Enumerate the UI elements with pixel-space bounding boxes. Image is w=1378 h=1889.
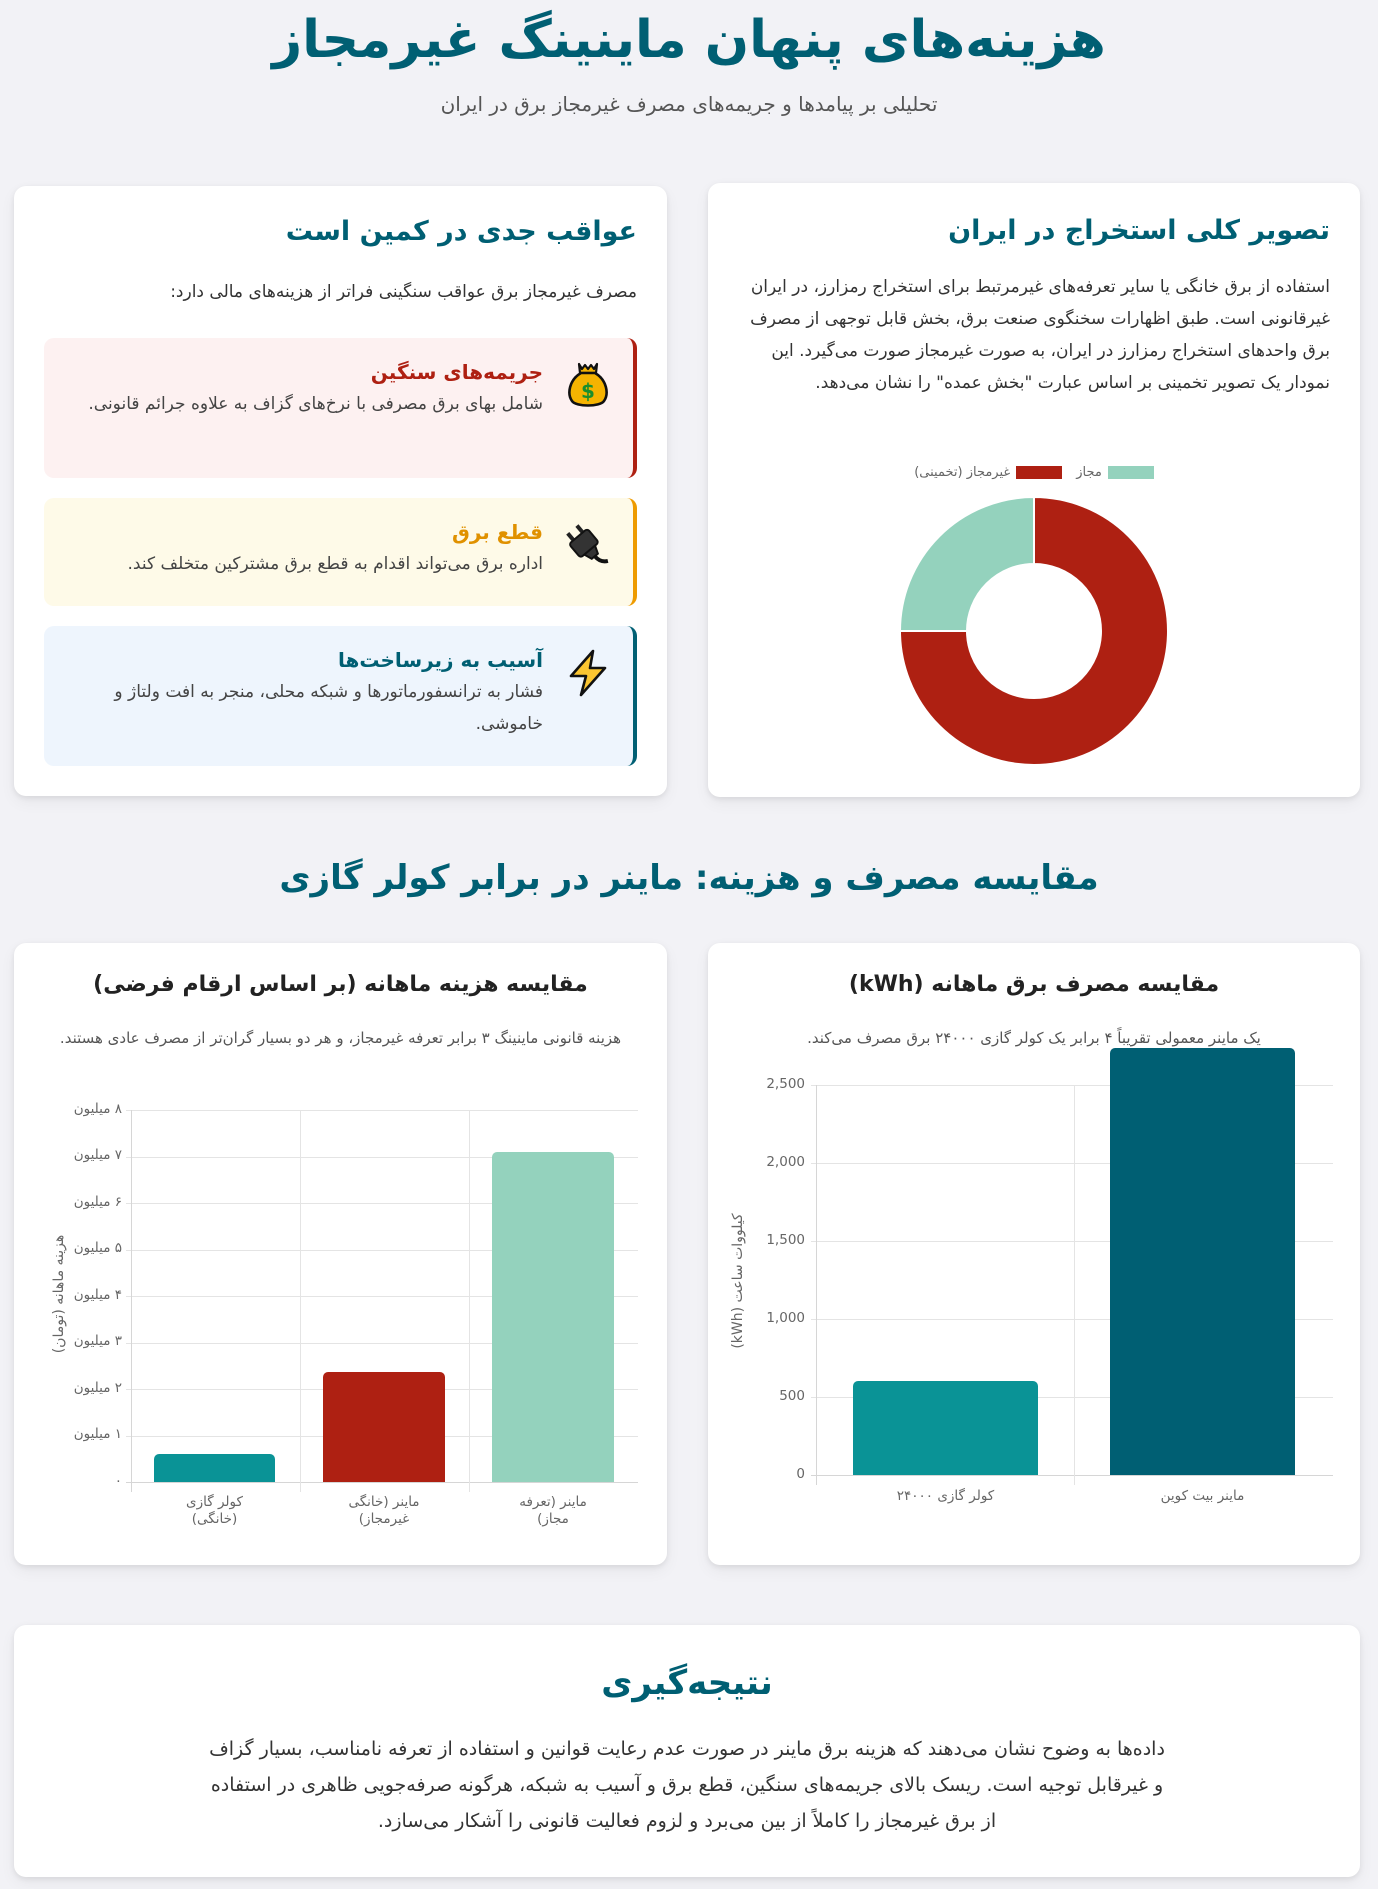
comparison-section-title: مقایسه مصرف و هزینه: ماینر در برابر کولر گازی [279, 858, 1099, 898]
kwh-chart-plot [708, 943, 1360, 1565]
conclusion-card [14, 1625, 1360, 1877]
x-label: کولر گازی ۲۴۰۰۰ [896, 1488, 995, 1504]
bar-miner-legal-cost[interactable] [492, 1152, 614, 1482]
kwh-chart-subtitle: یک ماینر معمولی تقریباً ۴ برابر یک کولر گازی ۲۴۰۰۰ برق مصرف می‌کند. [807, 1029, 1261, 1047]
overview-card [708, 183, 1360, 797]
alert-description: شامل بهای برق مصرفی با نرخ‌های گزاف به علاوه جرائم قانونی. [88, 394, 543, 414]
cost-chart-card [14, 943, 667, 1565]
y-tick: ۴ میلیون [73, 1287, 122, 1303]
y-tick: ۷ میلیون [73, 1147, 122, 1163]
y-tick: ۵ میلیون [73, 1240, 122, 1256]
alert-title: جریمه‌های سنگین [370, 360, 543, 384]
y-tick: ۰ [114, 1473, 122, 1489]
overview-title: تصویر کلی استخراج در ایران [948, 215, 1330, 246]
kwh-chart-title: مقایسه مصرف برق ماهانه (kWh) [848, 972, 1220, 997]
x-label: کولر گازی (خانگی) [186, 1494, 243, 1527]
bar-miner-illegal-cost[interactable] [323, 1372, 445, 1482]
x-label: ماینر (خانگی غیرمجاز) [348, 1494, 420, 1527]
bar-cooler-kwh[interactable] [853, 1381, 1038, 1475]
cost-y-axis-label: هزینه ماهانه (تومان) [51, 1234, 67, 1354]
x-label: ماینر بیت کوین [1160, 1488, 1245, 1504]
y-tick: ۶ میلیون [73, 1194, 122, 1210]
y-tick: 2,500 [766, 1076, 805, 1092]
alert-title: آسیب به زیرساخت‌ها [337, 648, 543, 672]
kwh-y-axis-label: کیلووات ساعت (kWh) [730, 1213, 746, 1349]
doughnut-legend [708, 465, 1360, 480]
conclusion-title: نتیجه‌گیری [601, 1663, 773, 1703]
cost-chart-title: مقایسه هزینه ماهانه (بر اساس ارقام فرضی) [93, 972, 588, 997]
cost-chart-plot [14, 943, 667, 1565]
x-label: ماینر (تعرفه مجاز) [519, 1494, 587, 1527]
doughnut-slice-legal[interactable] [900, 497, 1034, 631]
alert-title: قطع برق [451, 520, 543, 544]
y-tick: ۱ میلیون [73, 1426, 122, 1442]
alert-description: اداره برق می‌تواند اقدام به قطع برق مشترکین متخلف کند. [127, 554, 543, 574]
legend-label: مجاز [1076, 465, 1102, 480]
y-tick: ۳ میلیون [73, 1333, 122, 1349]
consequences-intro: مصرف غیرمجاز برق عواقب سنگینی فراتر از هزینه‌های مالی دارد: [170, 282, 637, 302]
page-title: هزینه‌های پنهان ماینینگ غیرمجاز [272, 10, 1106, 70]
legend-swatch [1108, 466, 1154, 479]
legend-label: غیرمجاز (تخمینی) [914, 465, 1011, 480]
y-tick: 0 [796, 1466, 805, 1482]
bar-cooler-cost[interactable] [154, 1454, 275, 1482]
y-tick: 1,500 [766, 1232, 805, 1248]
y-tick: 2,000 [766, 1154, 805, 1170]
alert-infrastructure-damage [44, 626, 637, 766]
lightning-icon [563, 648, 613, 698]
alert-heavy-fines [44, 338, 637, 478]
y-tick: ۲ میلیون [73, 1380, 122, 1396]
legend-swatch [1016, 466, 1062, 479]
consequences-title: عواقب جدی در کمین است [285, 216, 637, 247]
alert-description: فشار به ترانسفورماتورها و شبکه محلی، منجر به افت ولتاژ و خاموشی. [114, 682, 543, 734]
kwh-chart-card [708, 943, 1360, 1565]
y-tick: ۸ میلیون [73, 1101, 122, 1117]
power-plug-icon [563, 520, 613, 570]
legend-item-legal[interactable] [1076, 465, 1154, 480]
y-tick: 1,000 [766, 1310, 805, 1326]
legend-item-illegal[interactable] [914, 465, 1062, 480]
cost-chart-subtitle: هزینه قانونی ماینینگ ۳ برابر تعرفه غیرمجاز، و هر دو بسیار گران‌تر از مصرف عادی هستند. [59, 1029, 622, 1047]
conclusion-body: داده‌ها به وضوح نشان می‌دهند که هزینه برق ماینر در صورت عدم رعایت قوانین و استفاده از تعرفه نامناسب، بسیار گزاف و غیرقابل توجیه است. ریسک بالای جریمه‌های سنگین، قطع برق و آسیب به شبکه، هرگونه صرفه‌جویی ظاهری در استفاده از برق غیرمجاز را کاملاً از بین می‌برد و لزوم فعالیت قانونی را آشکار می‌سازد. [209, 1738, 1165, 1832]
money-bag-icon [563, 360, 613, 410]
svg-text:$: $ [581, 379, 595, 403]
alert-power-cut [44, 498, 637, 606]
y-tick: 500 [779, 1388, 805, 1404]
overview-body: استفاده از برق خانگی یا سایر تعرفه‌های غیرمرتبط برای استخراج رمزارز، در ایران غیرقانونی است. طبق اظهارات سخنگوی صنعت برق، بخش قابل توجهی از مصرف برق واحدهای استخراج رمزارز در ایران، به صورت غیرمجاز صورت می‌گیرد. این نمودار یک تصویر تخمینی بر اساس عبارت "بخش عمده" را نشان می‌دهد. [750, 277, 1330, 393]
doughnut-chart [899, 496, 1169, 766]
bar-miner-kwh[interactable] [1110, 1048, 1295, 1475]
page-subtitle: تحلیلی بر پیامدها و جریمه‌های مصرف غیرمجاز برق در ایران [440, 92, 938, 116]
consequences-card [14, 186, 667, 796]
